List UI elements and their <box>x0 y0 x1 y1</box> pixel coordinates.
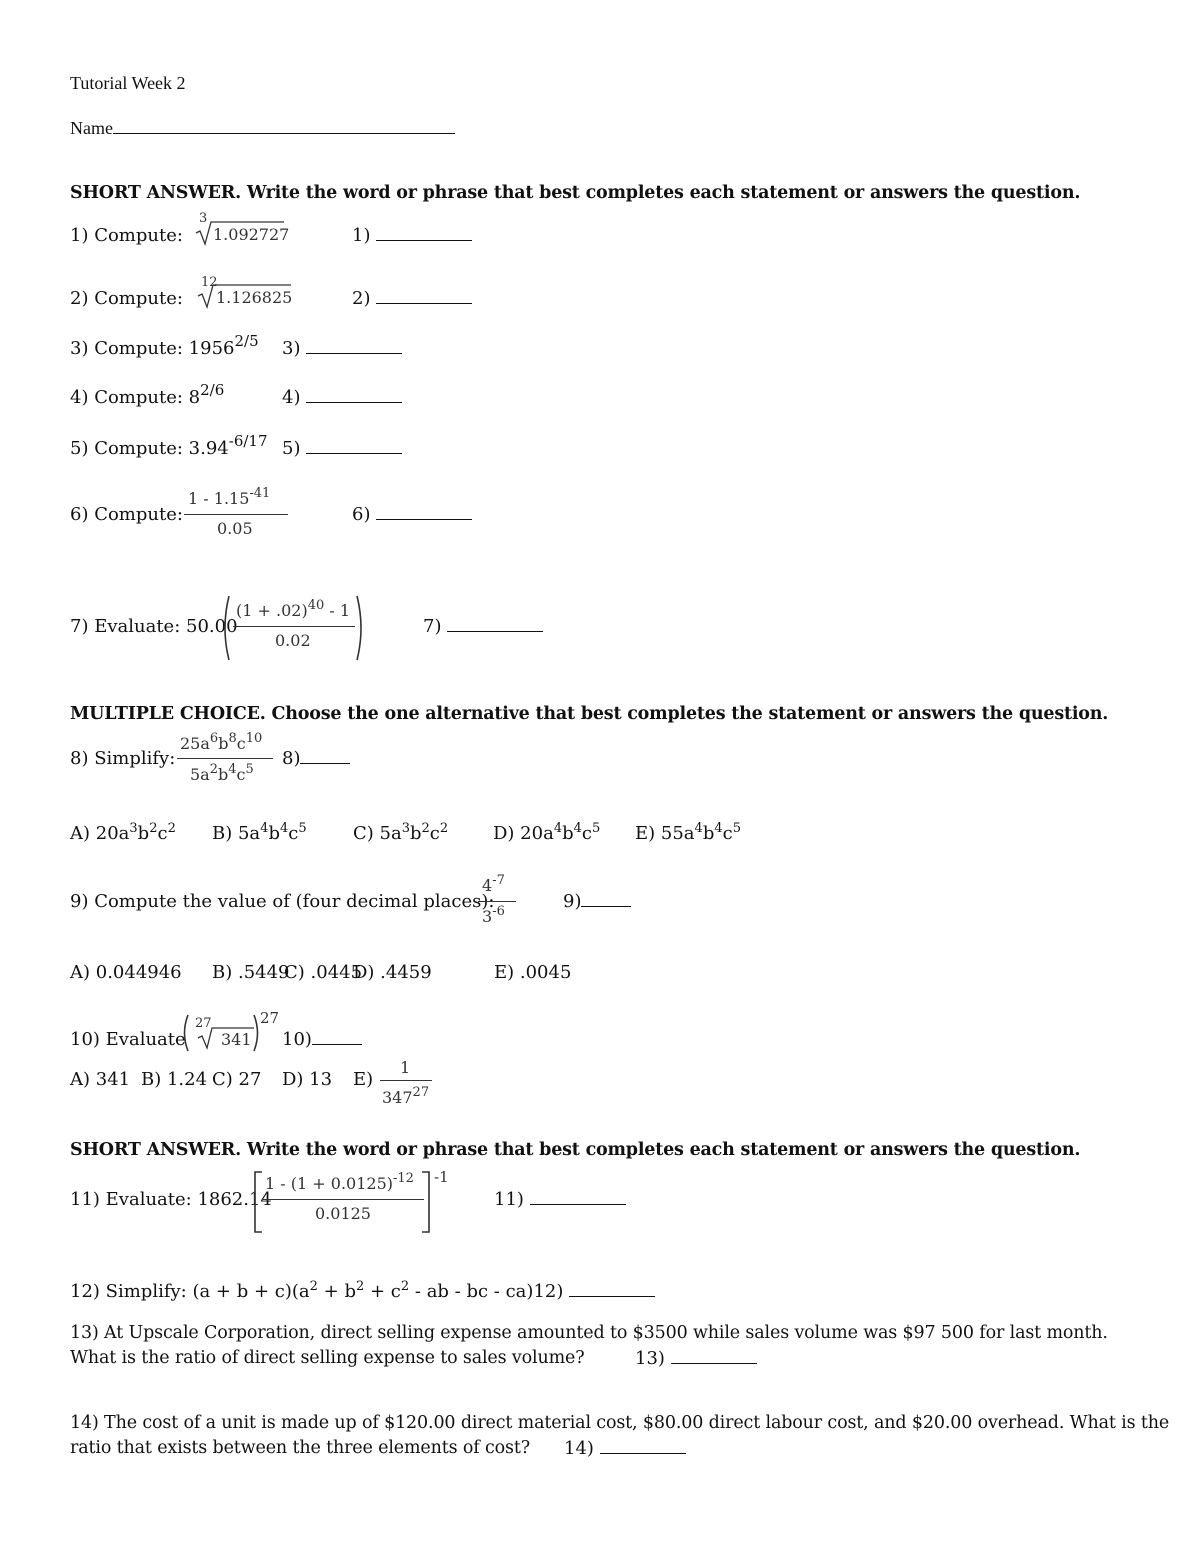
q10-radicand: 341 <box>221 1030 252 1049</box>
q7-fraction-bar <box>233 626 355 627</box>
q12-text-c: + c <box>364 1281 401 1302</box>
answer-11-label: 11) <box>494 1189 524 1210</box>
name-blank[interactable] <box>113 133 455 134</box>
q7-numerator <box>236 598 350 620</box>
q10-choice-c[interactable]: C) 27 <box>212 1069 262 1090</box>
answer-10-blank[interactable] <box>312 1044 362 1045</box>
answer-8-label: 8) <box>282 748 301 769</box>
name-field[interactable] <box>70 119 455 137</box>
q10-e-denominator <box>382 1085 430 1107</box>
q10-choice-e[interactable]: E) <box>353 1069 374 1090</box>
q8-numerator: $25a^6b^8c^{10}$ <box>180 731 263 753</box>
question-7-label: 7) Evaluate: 50.00 <box>70 616 238 637</box>
q12-exponent-2: 2 <box>356 1279 365 1294</box>
q2-root-index: 12 <box>201 275 218 290</box>
q10-e-denominator-exponent: 27 <box>412 1085 430 1100</box>
q9-choice-c[interactable]: C) .0445 <box>284 962 363 983</box>
q8-choice-b[interactable]: B) $5a^4b^4c^5$ <box>212 821 307 844</box>
question-9-label: 9) Compute the value of (four decimal places): <box>70 891 495 912</box>
q9-numerator-exponent: -7 <box>492 873 505 888</box>
q11-denominator: 0.0125 <box>315 1204 371 1223</box>
q10-choice-b[interactable]: B) 1.24 <box>141 1069 208 1090</box>
answer-10-label: 10) <box>282 1029 312 1050</box>
answer-6-label: 6) <box>352 504 371 525</box>
answer-11-blank[interactable] <box>530 1204 626 1205</box>
answer-9[interactable] <box>563 893 631 911</box>
q10-e-fraction-bar <box>380 1080 432 1081</box>
q8-denominator: $5a^2b^4c^5$ <box>190 762 254 784</box>
answer-14-label: 14) <box>564 1438 594 1459</box>
answer-10[interactable] <box>282 1031 362 1049</box>
q9-fraction-bar <box>478 901 516 902</box>
name-label: Name <box>70 118 113 138</box>
answer-1-blank[interactable] <box>376 240 472 241</box>
q12-text-a: 12) Simplify: (a + b + c)(a <box>70 1281 310 1302</box>
answer-9-label: 9) <box>563 891 582 912</box>
question-13-line-1: 13) At Upscale Corporation, direct selling expense amounted to $3500 while sales volume was $97 500 for last month. <box>70 1323 1108 1343</box>
answer-8[interactable] <box>282 750 350 768</box>
section-header-short-answer-2: SHORT ANSWER. Write the word or phrase that best completes each statement or answers the question. <box>70 1140 1081 1160</box>
q10-root-index: 27 <box>195 1016 212 1031</box>
question-12 <box>70 1279 655 1302</box>
q10-e-numerator: 1 <box>400 1058 411 1077</box>
q10-choice-d[interactable]: D) 13 <box>282 1069 333 1090</box>
q1-radicand: 1.092727 <box>213 225 290 244</box>
q12-exponent-1: 2 <box>309 1279 318 1294</box>
q3-exponent: 2/5 <box>234 332 259 350</box>
answer-5-blank[interactable] <box>306 453 402 454</box>
q1-root-index: 3 <box>199 211 208 226</box>
q5-exponent: -6/17 <box>228 432 268 450</box>
answer-13[interactable] <box>635 1350 757 1368</box>
q9-denominator-exponent: -6 <box>492 904 505 919</box>
q10-choice-a[interactable]: A) 341 <box>70 1069 131 1090</box>
answer-3-label: 3) <box>282 338 301 359</box>
question-14-line-2: ratio that exists between the three elements of cost? <box>70 1438 530 1458</box>
question-2-label: 2) Compute: <box>70 288 183 309</box>
answer-6[interactable] <box>352 506 472 524</box>
answer-14[interactable] <box>564 1440 686 1458</box>
q9-choice-e[interactable]: E) .0045 <box>494 962 572 983</box>
question-4 <box>70 381 225 408</box>
answer-13-label: 13) <box>635 1348 665 1369</box>
q8-choice-d[interactable]: D) $20a^4b^4c^5$ <box>493 821 601 844</box>
question-13-line-2: What is the ratio of direct selling expense to sales volume? <box>70 1348 585 1368</box>
q3-label: 3) Compute: 1956 <box>70 338 235 359</box>
answer-3[interactable] <box>282 340 402 358</box>
q10-outer-exponent: 27 <box>260 1009 280 1027</box>
q10-e-denominator-base: 347 <box>382 1088 413 1107</box>
answer-5[interactable] <box>282 440 402 458</box>
question-14-line-1: 14) The cost of a unit is made up of $120.00 direct material cost, $80.00 direct labour cost, and $20.00 overhead. What is the <box>70 1413 1170 1433</box>
answer-1[interactable] <box>352 227 472 245</box>
q11-fraction-bar <box>262 1199 424 1200</box>
q7-denominator: 0.02 <box>275 631 311 650</box>
q7-numerator-tail: - 1 <box>324 601 350 620</box>
answer-2-blank[interactable] <box>376 303 472 304</box>
answer-13-blank[interactable] <box>671 1363 757 1364</box>
page-title: Tutorial Week 2 <box>70 73 186 93</box>
q9-choice-d[interactable]: D) .4459 <box>353 962 432 983</box>
answer-5-label: 5) <box>282 438 301 459</box>
q6-numerator <box>188 486 271 508</box>
answer-11[interactable] <box>494 1191 626 1209</box>
answer-4-label: 4) <box>282 387 301 408</box>
section-header-short-answer: SHORT ANSWER. Write the word or phrase that best completes each statement or answers the question. <box>70 183 1081 203</box>
answer-4-blank[interactable] <box>306 402 402 403</box>
q4-label: 4) Compute: 8 <box>70 387 201 408</box>
question-1-label: 1) Compute: <box>70 225 183 246</box>
question-3 <box>70 332 259 359</box>
question-5 <box>70 432 268 459</box>
answer-2[interactable] <box>352 290 472 308</box>
section-header-multiple-choice: MULTIPLE CHOICE. Choose the one alternative that best completes the statement or answers the question. <box>70 704 1109 724</box>
answer-12-blank[interactable] <box>569 1296 655 1297</box>
q4-exponent: 2/6 <box>200 381 225 399</box>
answer-7[interactable] <box>423 618 543 636</box>
answer-1-label: 1) <box>352 225 371 246</box>
question-6-label: 6) Compute: <box>70 504 183 525</box>
answer-4[interactable] <box>282 389 402 407</box>
answer-2-label: 2) <box>352 288 371 309</box>
q11-numerator <box>265 1171 414 1193</box>
q7-numerator-base: (1 + .02) <box>236 601 308 620</box>
q12-exponent-3: 2 <box>400 1279 410 1294</box>
answer-7-blank[interactable] <box>447 631 543 632</box>
q9-denominator-base: 3 <box>482 907 493 926</box>
q11-outer-exponent: -1 <box>434 1168 449 1186</box>
q8-choice-e[interactable]: E) $55a^4b^4c^5$ <box>635 821 741 844</box>
q5-label: 5) Compute: 3.94 <box>70 438 229 459</box>
q9-numerator <box>482 873 505 895</box>
answer-7-label: 7) <box>423 616 442 637</box>
q6-numerator-text: 1 - 1.15 <box>188 489 250 508</box>
q9-choice-b[interactable]: B) .5449 <box>212 962 290 983</box>
q12-text-d: - ab - bc - ca)12) <box>409 1281 564 1302</box>
q9-numerator-base: 4 <box>482 876 493 895</box>
q8-choice-a[interactable]: A) $20a^3b^2c^2$ <box>70 821 176 844</box>
q6-denominator: 0.05 <box>217 519 253 538</box>
q6-fraction-bar <box>184 514 288 515</box>
answer-6-blank[interactable] <box>376 519 472 520</box>
q8-choice-c[interactable]: C) $5a^3b^2c^2$ <box>353 821 449 844</box>
q8-fraction-bar <box>177 758 273 759</box>
answer-8-blank[interactable] <box>300 763 350 764</box>
question-11-label: 11) Evaluate: 1862.14 <box>70 1189 272 1210</box>
q11-numerator-base: 1 - (1 + 0.0125) <box>265 1174 393 1193</box>
answer-3-blank[interactable] <box>306 353 402 354</box>
answer-9-blank[interactable] <box>581 906 631 907</box>
question-8-label: 8) Simplify: <box>70 748 176 769</box>
q9-choice-a[interactable]: A) 0.044946 <box>70 962 182 983</box>
q9-denominator <box>482 904 505 926</box>
q12-text-b: + b <box>317 1281 356 1302</box>
q2-radicand: 1.126825 <box>216 288 293 307</box>
question-10-label: 10) Evaluate <box>70 1029 186 1050</box>
q6-numerator-exponent: -41 <box>249 486 271 501</box>
q11-numerator-exponent: -12 <box>392 1171 414 1186</box>
q7-numerator-exponent: 40 <box>307 598 325 613</box>
answer-14-blank[interactable] <box>600 1453 686 1454</box>
